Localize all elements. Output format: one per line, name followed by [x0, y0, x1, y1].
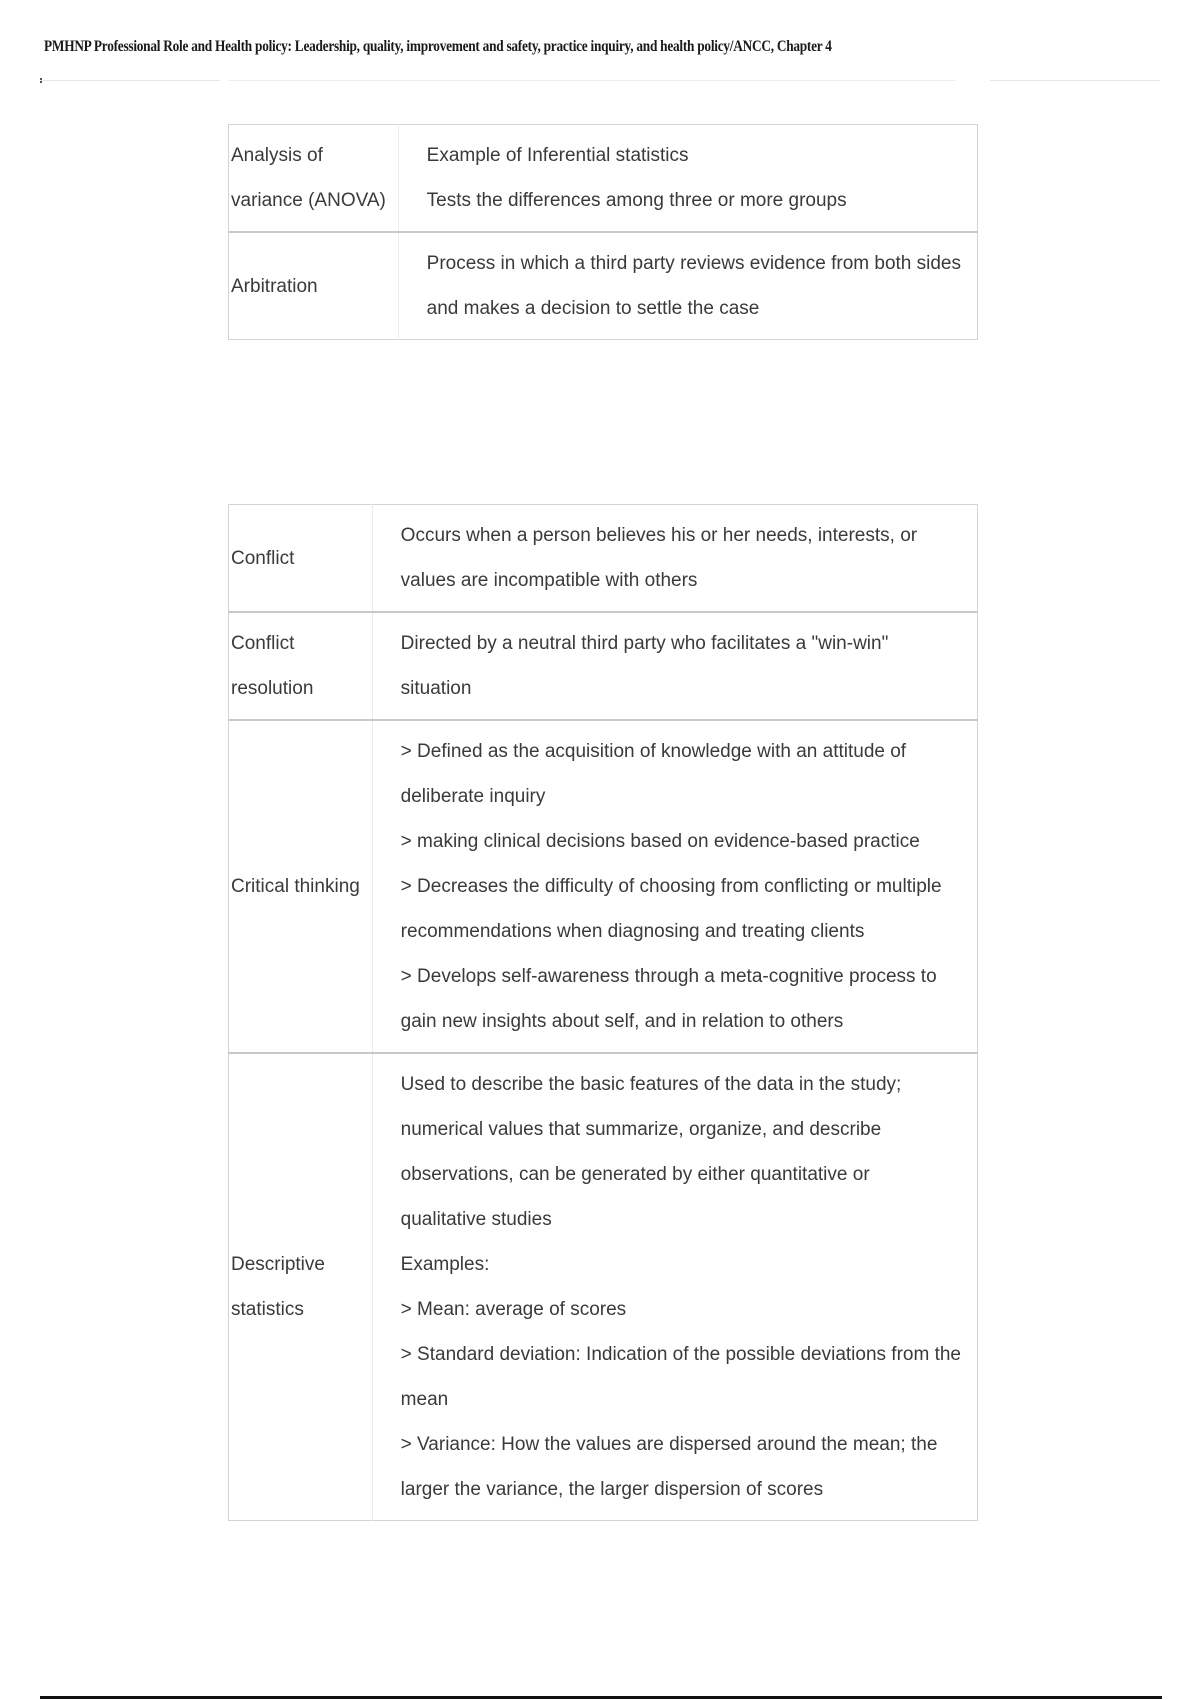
glossary-table-1-body	[229, 125, 978, 340]
definition-line: Occurs when a person believes his or her needs, interests, or	[400, 525, 918, 546]
glossary-row	[229, 720, 978, 1053]
header-divider-left	[40, 80, 220, 81]
glossary-definition	[398, 125, 977, 233]
definition-line: > Decreases the difficulty of choosing from conflicting or multiple	[400, 876, 942, 897]
glossary-table-2	[228, 504, 978, 1521]
glossary-term: Analysis of variance (ANOVA)	[229, 125, 399, 233]
definition-line: larger the variance, the larger dispersion of scores	[400, 1479, 824, 1500]
document-header-title: PMHNP Professional Role and Health policy: Leadership, quality, improvement and safety, practice inquiry, and health policy/ANCC, Chapter 4	[44, 38, 832, 55]
glossary-term: Conflict	[229, 505, 373, 613]
definition-line: values are incompatible with others	[400, 570, 698, 591]
definition-line: Used to describe the basic features of the data in the study;	[400, 1074, 902, 1095]
definition-line: Process in which a third party reviews evidence from both sides	[426, 253, 961, 274]
definition-line: > making clinical decisions based on evidence-based practice	[400, 831, 920, 852]
definition-line: > Develops self-awareness through a meta-cognitive process to	[400, 966, 937, 987]
glossary-row	[229, 505, 978, 613]
definition-line: Example of Inferential statistics	[426, 145, 689, 166]
definition-line: deliberate inquiry	[400, 786, 546, 807]
definition-line: > Standard deviation: Indication of the possible deviations from the	[400, 1344, 961, 1365]
definition-line: and makes a decision to settle the case	[426, 298, 760, 319]
glossary-definition	[372, 612, 977, 720]
header-divider-right	[990, 80, 1160, 81]
glossary-definition	[372, 720, 977, 1053]
glossary-table-1	[228, 124, 978, 340]
definition-line: > Mean: average of scores	[400, 1299, 627, 1320]
glossary-definition	[398, 232, 977, 340]
definition-line: Directed by a neutral third party who facilitates a "win-win"	[400, 633, 889, 654]
footer-divider	[40, 1696, 1162, 1699]
glossary-row	[229, 1053, 978, 1521]
glossary-term: Critical thinking	[229, 720, 373, 1053]
definition-line: Examples:	[400, 1254, 490, 1275]
definition-line: > Variance: How the values are dispersed around the mean; the	[400, 1434, 938, 1455]
glossary-term: Conflict resolution	[229, 612, 373, 720]
glossary-term: Arbitration	[229, 232, 399, 340]
definition-line: gain new insights about self, and in relation to others	[400, 1011, 844, 1032]
glossary-row	[229, 612, 978, 720]
glossary-row	[229, 232, 978, 340]
definition-line: Tests the differences among three or more groups	[426, 190, 847, 211]
definition-line: observations, can be generated by either quantitative or	[400, 1164, 870, 1185]
definition-line: numerical values that summarize, organize, and describe	[400, 1119, 882, 1140]
glossary-term: Descriptive statistics	[229, 1053, 373, 1521]
glossary-definition	[372, 1053, 977, 1521]
definition-line: situation	[400, 678, 472, 699]
header-divider-middle	[228, 80, 956, 81]
definition-line: mean	[400, 1389, 449, 1410]
glossary-definition	[372, 505, 977, 613]
glossary-row	[229, 125, 978, 233]
definition-line: > Defined as the acquisition of knowledge with an attitude of	[400, 741, 907, 762]
definition-line: recommendations when diagnosing and treating clients	[400, 921, 865, 942]
definition-line: qualitative studies	[400, 1209, 552, 1230]
glossary-table-2-body	[229, 505, 978, 1521]
